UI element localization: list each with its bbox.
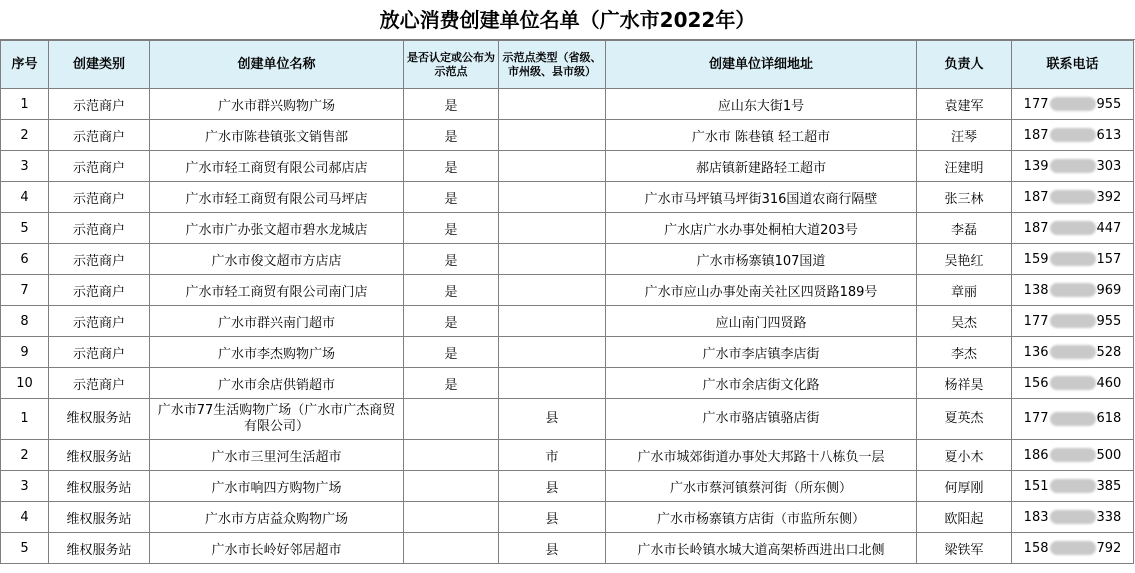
cell-category: 维权服务站 (49, 399, 150, 440)
table-row (1, 182, 1134, 213)
cell-unit-name: 广水市余店供销超市 (150, 368, 404, 399)
cell-no: 6 (1, 244, 49, 275)
phone-suffix: 500 (1096, 447, 1122, 463)
cell-is-demo: 是 (404, 89, 499, 120)
cell-no: 5 (1, 533, 49, 564)
cell-person: 杨祥昊 (917, 368, 1012, 399)
cell-phone (1012, 89, 1134, 120)
cell-category: 示范商户 (49, 275, 150, 306)
phone-redaction (1050, 510, 1096, 524)
phone-suffix: 792 (1096, 540, 1122, 556)
units-table (0, 40, 1134, 564)
cell-demo-level (499, 213, 606, 244)
phone-suffix: 460 (1096, 375, 1122, 391)
cell-is-demo (404, 399, 499, 440)
cell-person: 吴艳红 (917, 244, 1012, 275)
table-row (1, 89, 1134, 120)
phone-suffix: 392 (1096, 189, 1122, 205)
cell-category: 示范商户 (49, 213, 150, 244)
header-phone: 联系电话 (1012, 41, 1134, 89)
cell-person: 汪琴 (917, 120, 1012, 151)
phone-prefix: 183 (1023, 509, 1049, 525)
cell-is-demo (404, 533, 499, 564)
cell-person: 李磊 (917, 213, 1012, 244)
cell-category: 示范商户 (49, 89, 150, 120)
cell-is-demo: 是 (404, 244, 499, 275)
cell-address: 广水市杨寨镇107国道 (606, 244, 917, 275)
header-address: 创建单位详细地址 (606, 41, 917, 89)
cell-unit-name: 广水市李杰购物广场 (150, 337, 404, 368)
cell-address: 广水店广水办事处桐柏大道203号 (606, 213, 917, 244)
cell-address: 广水市杨寨镇方店街（市监所东侧） (606, 502, 917, 533)
cell-phone (1012, 533, 1134, 564)
phone-prefix: 177 (1023, 313, 1049, 329)
cell-unit-name: 广水市轻工商贸有限公司马坪店 (150, 182, 404, 213)
cell-person: 梁铁军 (917, 533, 1012, 564)
cell-is-demo (404, 440, 499, 471)
cell-category: 维权服务站 (49, 440, 150, 471)
phone-redaction (1050, 479, 1096, 493)
cell-phone (1012, 502, 1134, 533)
cell-no: 1 (1, 89, 49, 120)
cell-phone (1012, 471, 1134, 502)
cell-no: 2 (1, 120, 49, 151)
phone-prefix: 187 (1023, 127, 1049, 143)
cell-category: 维权服务站 (49, 502, 150, 533)
cell-person: 张三林 (917, 182, 1012, 213)
cell-no: 8 (1, 306, 49, 337)
header-category: 创建类别 (49, 41, 150, 89)
cell-demo-level (499, 120, 606, 151)
cell-address: 广水市骆店镇骆店街 (606, 399, 917, 440)
cell-unit-name: 广水市轻工商贸有限公司郝店店 (150, 151, 404, 182)
cell-is-demo (404, 502, 499, 533)
header-unit-name: 创建单位名称 (150, 41, 404, 89)
cell-no: 9 (1, 337, 49, 368)
phone-suffix: 303 (1096, 158, 1122, 174)
cell-is-demo (404, 471, 499, 502)
cell-phone (1012, 213, 1134, 244)
phone-prefix: 187 (1023, 189, 1049, 205)
cell-is-demo: 是 (404, 151, 499, 182)
cell-person: 何厚刚 (917, 471, 1012, 502)
phone-suffix: 528 (1096, 344, 1122, 360)
phone-redaction (1050, 345, 1096, 359)
cell-demo-level (499, 182, 606, 213)
cell-address: 广水市长岭镇水城大道高架桥西进出口北侧 (606, 533, 917, 564)
phone-redaction (1050, 128, 1096, 142)
phone-suffix: 385 (1096, 478, 1122, 494)
table-row (1, 337, 1134, 368)
phone-prefix: 158 (1023, 540, 1049, 556)
cell-person: 夏英杰 (917, 399, 1012, 440)
cell-no: 1 (1, 399, 49, 440)
cell-is-demo: 是 (404, 275, 499, 306)
cell-no: 5 (1, 213, 49, 244)
cell-demo-level (499, 337, 606, 368)
phone-prefix: 156 (1023, 375, 1049, 391)
table-row (1, 244, 1134, 275)
cell-phone (1012, 244, 1134, 275)
cell-demo-level (499, 275, 606, 306)
cell-category: 维权服务站 (49, 471, 150, 502)
table-row (1, 440, 1134, 471)
cell-unit-name: 广水市长岭好邻居超市 (150, 533, 404, 564)
table-row (1, 502, 1134, 533)
cell-no: 10 (1, 368, 49, 399)
cell-demo-level (499, 244, 606, 275)
cell-address: 广水市李店镇李店街 (606, 337, 917, 368)
cell-is-demo: 是 (404, 337, 499, 368)
header-is-demo: 是否认定或公布为示范点 (404, 41, 499, 89)
cell-unit-name: 广水市群兴购物广场 (150, 89, 404, 120)
cell-address: 郝店镇新建路轻工超市 (606, 151, 917, 182)
phone-prefix: 187 (1023, 220, 1049, 236)
phone-redaction (1050, 448, 1096, 462)
phone-redaction (1050, 252, 1096, 266)
cell-no: 4 (1, 182, 49, 213)
cell-person: 夏小木 (917, 440, 1012, 471)
table-row (1, 533, 1134, 564)
cell-demo-level: 县 (499, 471, 606, 502)
cell-category: 示范商户 (49, 368, 150, 399)
phone-suffix: 613 (1096, 127, 1122, 143)
cell-address: 应山东大街1号 (606, 89, 917, 120)
table-row (1, 213, 1134, 244)
cell-phone (1012, 120, 1134, 151)
cell-phone (1012, 182, 1134, 213)
phone-redaction (1050, 541, 1096, 555)
cell-is-demo: 是 (404, 368, 499, 399)
table-header-row (1, 41, 1134, 89)
header-demo-level: 示范点类型（省级、市州级、县市级） (499, 41, 606, 89)
cell-phone (1012, 306, 1134, 337)
table-row (1, 151, 1134, 182)
cell-phone (1012, 151, 1134, 182)
cell-unit-name: 广水市77生活购物广场（广水市广杰商贸有限公司） (150, 399, 404, 440)
cell-demo-level: 县 (499, 502, 606, 533)
cell-address: 广水市 陈巷镇 轻工超市 (606, 120, 917, 151)
phone-redaction (1050, 283, 1096, 297)
cell-address: 广水市城郊街道办事处大邦路十八栋负一层 (606, 440, 917, 471)
cell-phone (1012, 368, 1134, 399)
cell-address: 广水市马坪镇马坪街316国道农商行隔壁 (606, 182, 917, 213)
phone-suffix: 618 (1096, 411, 1122, 426)
cell-category: 维权服务站 (49, 533, 150, 564)
cell-is-demo: 是 (404, 182, 499, 213)
phone-suffix: 955 (1096, 313, 1122, 329)
cell-demo-level: 市 (499, 440, 606, 471)
phone-redaction (1050, 376, 1096, 390)
cell-unit-name: 广水市三里河生活超市 (150, 440, 404, 471)
phone-redaction (1050, 159, 1096, 173)
cell-unit-name: 广水市群兴南门超市 (150, 306, 404, 337)
cell-category: 示范商户 (49, 306, 150, 337)
cell-unit-name: 广水市广办张文超市碧水龙城店 (150, 213, 404, 244)
phone-redaction (1050, 314, 1096, 328)
cell-demo-level (499, 89, 606, 120)
cell-person: 李杰 (917, 337, 1012, 368)
cell-person: 汪建明 (917, 151, 1012, 182)
cell-unit-name: 广水市轻工商贸有限公司南门店 (150, 275, 404, 306)
phone-prefix: 177 (1023, 96, 1049, 112)
cell-phone (1012, 440, 1134, 471)
phone-prefix: 177 (1023, 411, 1049, 426)
phone-prefix: 186 (1023, 447, 1049, 463)
phone-prefix: 159 (1023, 251, 1049, 267)
phone-prefix: 151 (1023, 478, 1049, 494)
cell-demo-level (499, 306, 606, 337)
cell-category: 示范商户 (49, 244, 150, 275)
cell-is-demo: 是 (404, 120, 499, 151)
cell-unit-name: 广水市响四方购物广场 (150, 471, 404, 502)
cell-is-demo: 是 (404, 306, 499, 337)
cell-demo-level: 县 (499, 533, 606, 564)
cell-demo-level (499, 368, 606, 399)
table-row (1, 399, 1134, 440)
table-row (1, 275, 1134, 306)
cell-demo-level: 县 (499, 399, 606, 440)
phone-prefix: 139 (1023, 158, 1049, 174)
cell-person: 袁建军 (917, 89, 1012, 120)
cell-person: 欧阳起 (917, 502, 1012, 533)
cell-unit-name: 广水市陈巷镇张文销售部 (150, 120, 404, 151)
cell-no: 3 (1, 151, 49, 182)
header-person: 负责人 (917, 41, 1012, 89)
cell-phone (1012, 337, 1134, 368)
cell-address: 广水市蔡河镇蔡河街（所东侧） (606, 471, 917, 502)
cell-is-demo: 是 (404, 213, 499, 244)
cell-no: 4 (1, 502, 49, 533)
cell-category: 示范商户 (49, 337, 150, 368)
phone-redaction (1050, 412, 1096, 426)
phone-prefix: 138 (1023, 282, 1049, 298)
phone-prefix: 136 (1023, 344, 1049, 360)
phone-suffix: 447 (1096, 220, 1122, 236)
cell-unit-name: 广水市俊文超市方店店 (150, 244, 404, 275)
table-row (1, 368, 1134, 399)
cell-no: 2 (1, 440, 49, 471)
cell-category: 示范商户 (49, 182, 150, 213)
cell-no: 7 (1, 275, 49, 306)
table-body (1, 89, 1134, 564)
cell-category: 示范商户 (49, 120, 150, 151)
cell-category: 示范商户 (49, 151, 150, 182)
cell-address: 应山南门四贤路 (606, 306, 917, 337)
cell-address: 广水市余店街文化路 (606, 368, 917, 399)
cell-person: 章丽 (917, 275, 1012, 306)
phone-suffix: 969 (1096, 282, 1122, 298)
cell-person: 吴杰 (917, 306, 1012, 337)
phone-redaction (1050, 190, 1096, 204)
header-no: 序号 (1, 41, 49, 89)
phone-redaction (1050, 221, 1096, 235)
cell-address: 广水市应山办事处南关社区四贤路189号 (606, 275, 917, 306)
table-row (1, 471, 1134, 502)
cell-no: 3 (1, 471, 49, 502)
phone-suffix: 955 (1096, 96, 1122, 112)
cell-unit-name: 广水市方店益众购物广场 (150, 502, 404, 533)
page-title: 放心消费创建单位名单（广水市2022年） (0, 0, 1135, 40)
table-row (1, 306, 1134, 337)
phone-redaction (1050, 97, 1096, 111)
table-row (1, 120, 1134, 151)
phone-suffix: 338 (1096, 509, 1122, 525)
cell-phone (1012, 275, 1134, 306)
phone-suffix: 157 (1096, 251, 1122, 267)
cell-phone (1012, 399, 1134, 440)
cell-demo-level (499, 151, 606, 182)
